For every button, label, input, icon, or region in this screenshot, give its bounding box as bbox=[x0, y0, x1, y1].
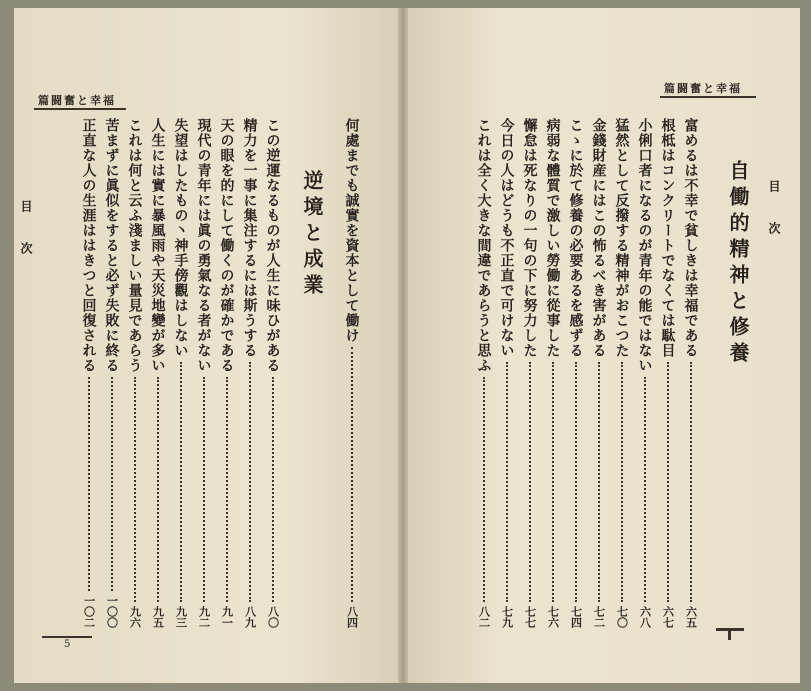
entry-page: 六八 bbox=[638, 606, 652, 628]
entry-page: 七〇 bbox=[615, 606, 629, 628]
entry-page: 一〇二 bbox=[82, 595, 96, 628]
left-side-label: 目次 bbox=[19, 200, 33, 284]
right-entry-6 bbox=[567, 118, 584, 628]
leader-dots bbox=[529, 362, 531, 602]
left-entry-2 bbox=[264, 118, 281, 628]
entry-text: これは全く大きな間違であらうと思ふ bbox=[475, 118, 492, 373]
book-gutter bbox=[398, 8, 408, 683]
entry-text: 苦まずに眞似をすると必ず失敗に終る bbox=[103, 118, 120, 373]
right-entry-1 bbox=[682, 118, 699, 628]
leader-dots bbox=[621, 362, 623, 602]
entry-page: 七七 bbox=[523, 606, 537, 628]
left-section-title: 逆境と成業 bbox=[300, 170, 324, 300]
left-entry-7 bbox=[149, 118, 166, 628]
entry-text: 病弱な體質で激しい勞働に從事した bbox=[544, 118, 561, 358]
right-entry-9 bbox=[498, 118, 515, 628]
left-entry-10 bbox=[80, 118, 97, 628]
leader-dots bbox=[88, 377, 90, 591]
leader-dots bbox=[506, 362, 508, 602]
right-entry-3 bbox=[636, 118, 653, 628]
left-entry-5 bbox=[195, 118, 212, 628]
left-entry-1 bbox=[343, 118, 360, 628]
entry-page: 九二 bbox=[197, 606, 211, 628]
entry-page: 七九 bbox=[500, 606, 514, 628]
entry-page: 一〇〇 bbox=[105, 595, 119, 628]
entry-text: 金錢財産にはこの怖るべき害がある bbox=[590, 118, 607, 358]
right-side-label: 目次 bbox=[767, 180, 781, 264]
entry-page: 六七 bbox=[661, 606, 675, 628]
entry-page: 九五 bbox=[151, 606, 165, 628]
entry-page: 七六 bbox=[546, 606, 560, 628]
leader-dots bbox=[134, 377, 136, 602]
leader-dots bbox=[272, 377, 274, 602]
entry-text: 猛然として反撥する精神がおこつた bbox=[613, 118, 630, 358]
entry-page: 七二 bbox=[592, 606, 606, 628]
entry-page: 八四 bbox=[345, 606, 359, 628]
leader-dots bbox=[180, 362, 182, 602]
entry-text: 今日の人はどうも不正直で可けない bbox=[498, 118, 515, 358]
entry-text: 正直な人の生涯ははきつと回復される bbox=[80, 118, 97, 373]
leader-dots bbox=[667, 362, 669, 602]
entry-text: 天の眼を的にして働くのが確かである bbox=[218, 118, 235, 373]
entry-text: 何處までも誠實を資本として働け bbox=[343, 118, 360, 343]
entry-text: 精力を一事に集注するには斯うする bbox=[241, 118, 258, 358]
entry-text: これは何と云ふ淺ましい量見であらう bbox=[126, 118, 143, 373]
entry-text: 失望はしたもの丶神手傍觀はしない bbox=[172, 118, 189, 358]
entry-text: この逆運なるものが人生に味ひがある bbox=[264, 118, 281, 373]
entry-text: 現代の青年には眞の勇氣なる者がない bbox=[195, 118, 212, 373]
leader-dots bbox=[111, 377, 113, 591]
right-entry-7 bbox=[544, 118, 561, 628]
entry-page: 八九 bbox=[243, 606, 257, 628]
leader-dots bbox=[249, 362, 251, 602]
right-entry-10 bbox=[475, 118, 492, 628]
leader-dots bbox=[575, 362, 577, 602]
entry-text: 小俐口者になるのが青年の能ではない bbox=[636, 118, 653, 373]
right-section-title: 自働的精神と修養 bbox=[726, 160, 750, 368]
left-entry-6 bbox=[172, 118, 189, 628]
entry-text: 懈怠は死なりの一句の下に努力した bbox=[521, 118, 538, 358]
entry-page: 六五 bbox=[684, 606, 698, 628]
left-head-rule bbox=[34, 108, 126, 110]
left-page-number: 5 bbox=[64, 639, 71, 650]
left-entry-8 bbox=[126, 118, 143, 628]
entry-text: 富めるは不幸で貧しきは幸福である bbox=[682, 118, 699, 358]
leader-dots bbox=[157, 377, 159, 602]
left-entry-4 bbox=[218, 118, 235, 628]
entry-text: こゝに於て修養の必要あるを感ずる bbox=[567, 118, 584, 358]
leader-dots bbox=[351, 347, 353, 602]
entry-page: 九六 bbox=[128, 606, 142, 628]
leader-dots bbox=[483, 377, 485, 602]
left-entry-3 bbox=[241, 118, 258, 628]
entry-text: 人生には實に暴風雨や天災地變が多い bbox=[149, 118, 166, 373]
right-entry-2 bbox=[659, 118, 676, 628]
entry-text: 根柢はコンクリートでなくては駄目 bbox=[659, 118, 676, 358]
entry-page: 八二 bbox=[477, 606, 491, 628]
entry-page: 八〇 bbox=[266, 606, 280, 628]
right-running-head: 篇闘奮と幸福 bbox=[664, 82, 742, 95]
right-entry-4 bbox=[613, 118, 630, 628]
entry-page: 九三 bbox=[174, 606, 188, 628]
leader-dots bbox=[226, 377, 228, 602]
right-head-rule bbox=[660, 96, 756, 98]
right-entry-5 bbox=[590, 118, 607, 628]
printer-corner-mark bbox=[716, 628, 744, 641]
leader-dots bbox=[690, 362, 692, 602]
entry-page: 九一 bbox=[220, 606, 234, 628]
leader-dots bbox=[598, 362, 600, 602]
left-entry-9 bbox=[103, 118, 120, 628]
left-running-head: 篇闘奮と幸福 bbox=[38, 94, 116, 107]
leader-dots bbox=[644, 377, 646, 602]
leader-dots bbox=[203, 377, 205, 602]
right-entry-8 bbox=[521, 118, 538, 628]
left-foot-rule bbox=[42, 636, 92, 638]
leader-dots bbox=[552, 362, 554, 602]
entry-page: 七四 bbox=[569, 606, 583, 628]
